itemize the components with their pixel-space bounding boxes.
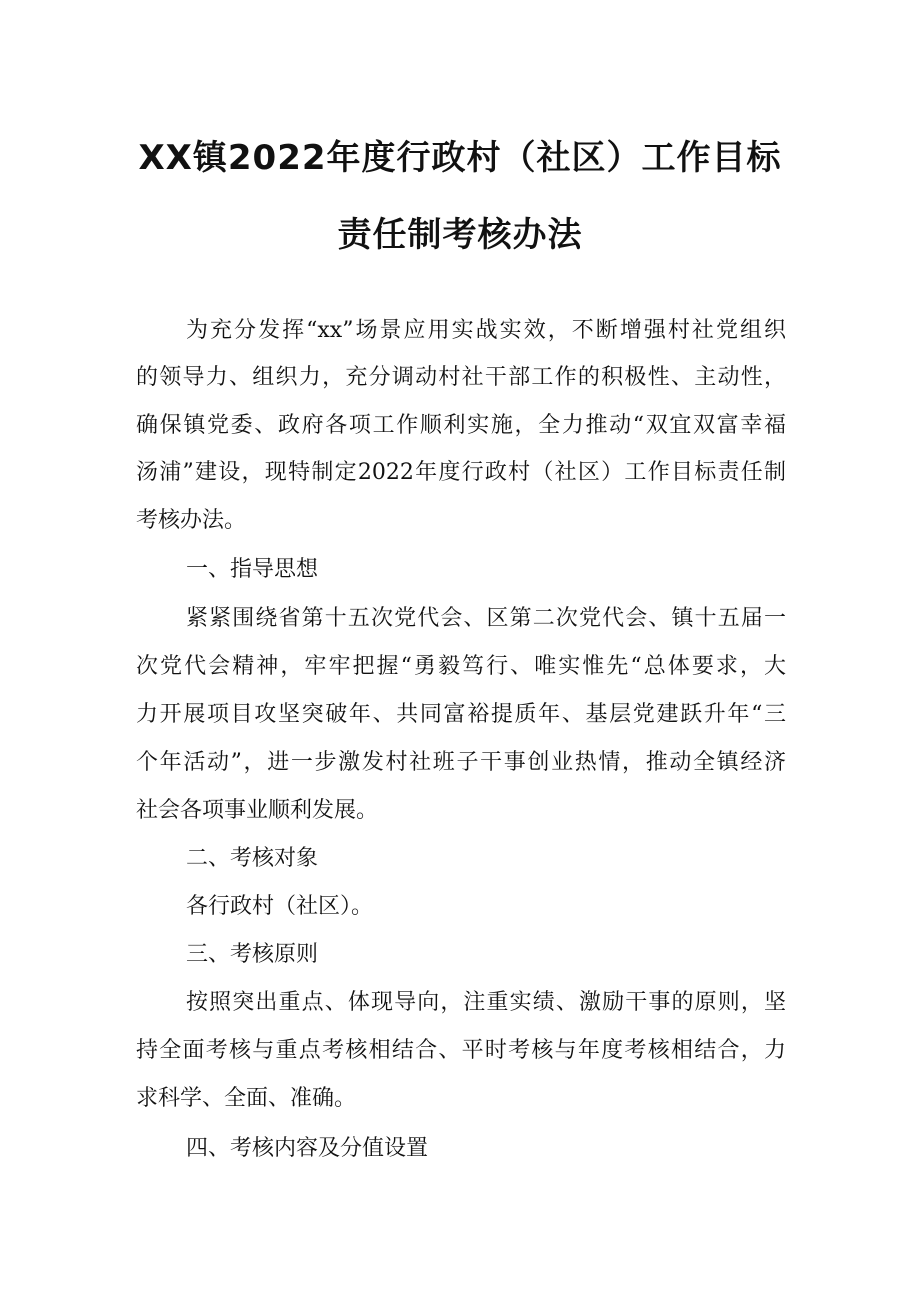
section-4-heading: 四、考核内容及分值设置	[186, 1136, 429, 1161]
section-1-line-3: 力开展项目攻坚突破年、共同富裕提质年、基层党建跃升年“三	[136, 702, 786, 727]
section-2-line-1: 各行政村（社区）。	[186, 894, 374, 919]
document-title-line-1: XX镇2022年度行政村（社区）工作目标	[138, 138, 782, 178]
section-1-line-2: 次党代会精神，牢牢把握“勇毅笃行、唯实惟先“总体要求，大	[136, 654, 786, 679]
section-3-line-3: 求科学、全面、准确。	[136, 1086, 357, 1111]
document-title-line-2: 责任制考核办法	[337, 215, 583, 255]
intro-line-5: 考核办法。	[136, 508, 247, 533]
section-3-line-2: 持全面考核与重点考核相结合、平时考核与年度考核相结合，力	[136, 1038, 786, 1063]
section-2-heading: 二、考核对象	[186, 846, 319, 871]
section-3-heading: 三、考核原则	[186, 942, 319, 967]
section-1-line-1: 紧紧围绕省第十五次党代会、区第二次党代会、镇十五届一	[186, 606, 786, 631]
intro-line-3: 确保镇党委、政府各项工作顺利实施，全力推动“双宜双富幸福	[136, 413, 786, 438]
section-1-heading: 一、指导思想	[186, 557, 319, 582]
intro-line-1: 为充分发挥“xx”场景应用实战实效，不断增强村社党组织	[186, 318, 786, 343]
section-1-line-5: 社会各项事业顺利发展。	[136, 798, 379, 823]
intro-line-2: 的领导力、组织力，充分调动村社干部工作的积极性、主动性，	[136, 365, 786, 390]
section-1-line-4: 个年活动”，进一步激发村社班子干事创业热情，推动全镇经济	[136, 750, 786, 775]
intro-line-4: 汤浦”建设，现特制定2022年度行政村（社区）工作目标责任制	[136, 460, 786, 485]
section-3-line-1: 按照突出重点、体现导向，注重实绩、激励干事的原则，坚	[186, 990, 786, 1015]
